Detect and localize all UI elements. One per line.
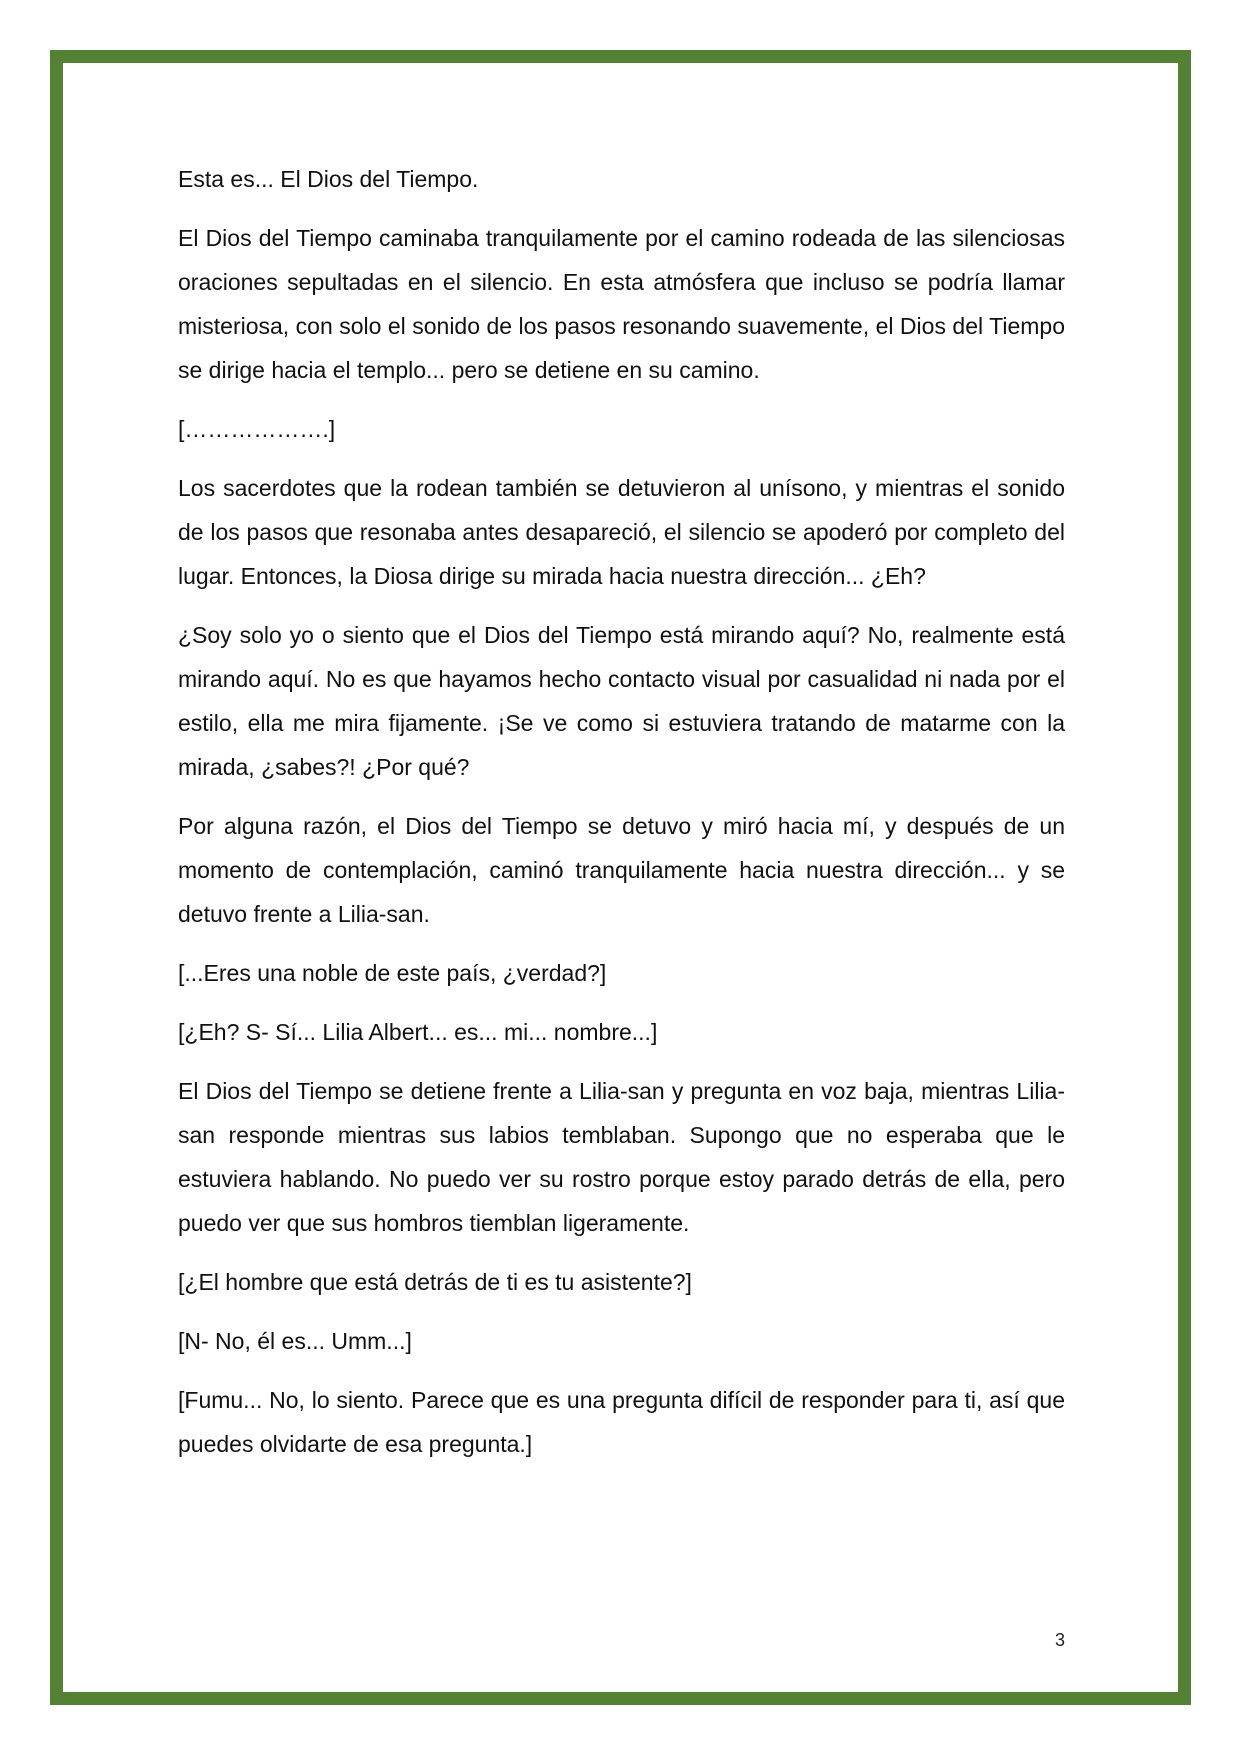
paragraph: Esta es... El Dios del Tiempo. [178, 166, 479, 192]
paragraph: El Dios del Tiempo caminaba tranquilamente por el camino rodeada de las silenciosas oraciones sepultadas en el silencio. En esta atmósfera que incluso se podría llamar misteriosa, con solo el sonido de los pasos resonando suavemente, el Dios del Tiempo se dirige hacia el templo... pero se detiene en su camino. [178, 225, 1065, 383]
paragraph: ¿Soy solo yo o siento que el Dios del Tiempo está mirando aquí? No, realmente está mirando aquí. No es que hayamos hecho contacto visual por casualidad ni nada por el estilo, ella me mira fijamente. ¡Se ve como si estuviera tratando de matarme con la mirada, ¿sabes?! ¿Por qué? [178, 622, 1065, 780]
paragraph: [……………….] [178, 416, 336, 442]
paragraph: Por alguna razón, el Dios del Tiempo se detuvo y miró hacia mí, y después de un momento de contemplación, caminó tranquilamente hacia nuestra dirección... y se detuvo frente a Lilia-san. [178, 813, 1065, 927]
page-number: 3 [1054, 1630, 1065, 1650]
paragraph: [Fumu... No, lo siento. Parece que es una pregunta difícil de responder para ti, así que puedes olvidarte de esa pregunta.] [178, 1387, 1065, 1457]
paragraph: [¿Eh? S- Sí... Lilia Albert... es... mi... nombre...] [178, 1019, 658, 1045]
paragraph: [N- No, él es... Umm...] [178, 1328, 412, 1354]
paragraph: [¿El hombre que está detrás de ti es tu asistente?] [178, 1269, 692, 1295]
paragraph: Los sacerdotes que la rodean también se detuvieron al unísono, y mientras el sonido de los pasos que resonaba antes desapareció, el silencio se apoderó por completo del lugar. Entonces, la Diosa dirige su mirada hacia nuestra dirección... ¿Eh? [178, 475, 1065, 589]
document-body [178, 157, 1065, 1481]
paragraph: [...Eres una noble de este país, ¿verdad?] [178, 960, 607, 986]
paragraph: El Dios del Tiempo se detiene frente a Lilia-san y pregunta en voz baja, mientras Lilia-san responde mientras sus labios temblaban. Supongo que no esperaba que le estuviera hablando. No puedo ver su rostro porque estoy parado detrás de ella, pero puedo ver que sus hombros tiemblan ligeramente. [178, 1078, 1065, 1236]
